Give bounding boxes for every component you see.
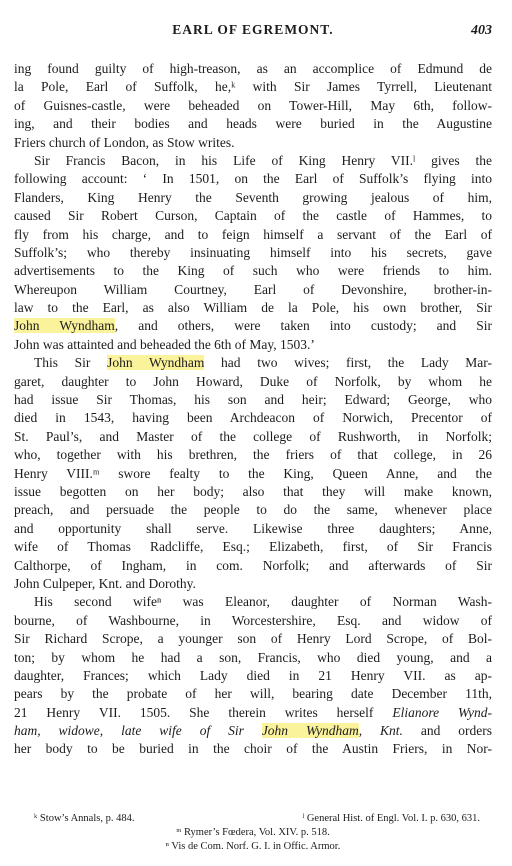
text-line: who, together with his brethren, the friers of that college, in 26	[14, 447, 492, 463]
text-line: had issue Sir Thomas, his son and heir; Edward; George, who	[14, 392, 492, 408]
text-line: caused Sir Robert Curson, Captain of the castle of Hammes, to	[14, 208, 492, 224]
text-span: , and others, were taken into custody; and Sir	[114, 318, 492, 334]
text-line: ing, and their bodies and heads were buried in the Augustine	[14, 116, 492, 132]
italic-text: ham, widowe, late wife of Sir	[14, 723, 262, 739]
text-line: law to the Earl, as also William de la Pole, his own brother, Sir	[14, 300, 492, 316]
text-line: and opportunity shall serve. Likewise three daughters; Anne,	[14, 520, 492, 536]
body-text	[14, 60, 492, 759]
text-line: St. Paul’s, and Master of the college of Rushworth, in Norfolk;	[14, 428, 492, 444]
text-line: fly from his charge, and to feign himself a servant of the Earl of	[14, 226, 492, 242]
page-number: 403	[471, 23, 492, 38]
text-line: ing found guilty of high-treason, as an accomplice of Edmund de	[14, 61, 492, 76]
text-line: Sir Richard Scrope, a younger son of Henry Lord Scrope, of Bol-	[14, 631, 492, 647]
footnote-m: ᵐ Rymer’s Fœdera, Vol. XIV. p. 518.	[176, 827, 330, 838]
text-line: la Pole, Earl of Suffolk, he,ᵏ with Sir James Tyrrell, Lieutenant	[14, 79, 492, 95]
text-line: Sir Francis Bacon, in his Life of King Henry VII.ˡ gives the	[34, 152, 492, 168]
text-line: pears by the probate of her will, bearing date December 11th,	[14, 686, 492, 702]
highlighted-name: John Wyndham	[107, 355, 205, 371]
text-line: daughter, Frances; which Lady died in 21 Henry VII. as ap-	[14, 667, 492, 683]
text-span: had two wives; first, the Lady Mar-	[204, 355, 492, 371]
footnote-n: ⁿ Vis de Com. Norf. G. I. in Offic. Armor.	[165, 841, 341, 852]
text-line: His second wifeⁿ was Eleanor, daughter of Norman Wash-	[34, 594, 492, 610]
text-line: Friers church of London, as Stow writes.	[14, 134, 235, 150]
footnote-row	[14, 812, 492, 826]
text-line: garet, daughter to John Howard, Duke of Norfolk, by whom he	[14, 373, 492, 389]
text-line: ton; by whom he had a son, Francis, who died young, and a	[14, 649, 492, 665]
italic-text: , Knt.	[358, 723, 403, 739]
text-line: Whereupon William Courtney, Earl of Devonshire, brother-in-	[14, 281, 492, 297]
running-head: EARL OF EGREMONT.	[172, 22, 334, 37]
text-line: issue begotten on her body; also that they will make known,	[14, 483, 492, 499]
text-span: 21 Henry VII. 1505. She therein writes herself	[14, 704, 393, 720]
text-line: her body to be buried in the choir of the Austin Friers, in Nor-	[14, 741, 492, 757]
footnote-l: ˡ General Hist. of Engl. Vol. I. p. 630, 631.	[302, 813, 480, 824]
highlighted-name: John Wyndham	[14, 318, 115, 334]
footnote-k: ᵏ Stow’s Annals, p. 484.	[34, 813, 135, 824]
text-line: John was attainted and beheaded the 6th of May, 1503.’	[14, 336, 315, 352]
page-header	[14, 22, 492, 42]
text-line: Flanders, King Henry the Seventh growing jealous of him,	[14, 189, 492, 205]
text-line: Calthorpe, of Ingham, in com. Norfolk; and afterwards of Sir	[14, 557, 492, 573]
italic-text: Elianore Wynd-	[392, 704, 492, 720]
text-span: and orders	[402, 723, 492, 739]
text-line	[14, 317, 492, 335]
text-line: preach, and persuade the people to do the same, whenever place	[14, 502, 492, 518]
text-line: wife of Thomas Radcliffe, Esq.; Elizabeth, first, of Sir Francis	[14, 539, 492, 555]
text-line: following account: ‘ In 1501, on the Earl of Suffolk’s flying into	[14, 171, 492, 187]
text-line: advertisements to the King of such who were friends to him.	[14, 263, 492, 279]
text-line: Henry VIII.ᵐ swore fealty to the King, Queen Anne, and the	[14, 465, 492, 481]
text-line: of Guisnes-castle, were beheaded on Tower-Hill, May 6th, follow-	[14, 97, 492, 113]
text-line	[14, 722, 492, 740]
text-line	[14, 704, 492, 722]
text-line: bourne, of Washbourne, in Worcestershire, Esq. and widow of	[14, 612, 492, 628]
text-line: Suffolk’s; who thereby insinuating himself into his secrets, gave	[14, 244, 492, 260]
footnotes	[14, 812, 492, 854]
text-line	[14, 354, 492, 372]
text-line: John Culpeper, Knt. and Dorothy.	[14, 575, 196, 591]
text-line: died in 1543, having been Archdeacon of Norwich, Precentor of	[14, 410, 492, 426]
highlighted-name: John Wyndham	[261, 723, 359, 739]
text-span: This Sir	[34, 355, 108, 371]
